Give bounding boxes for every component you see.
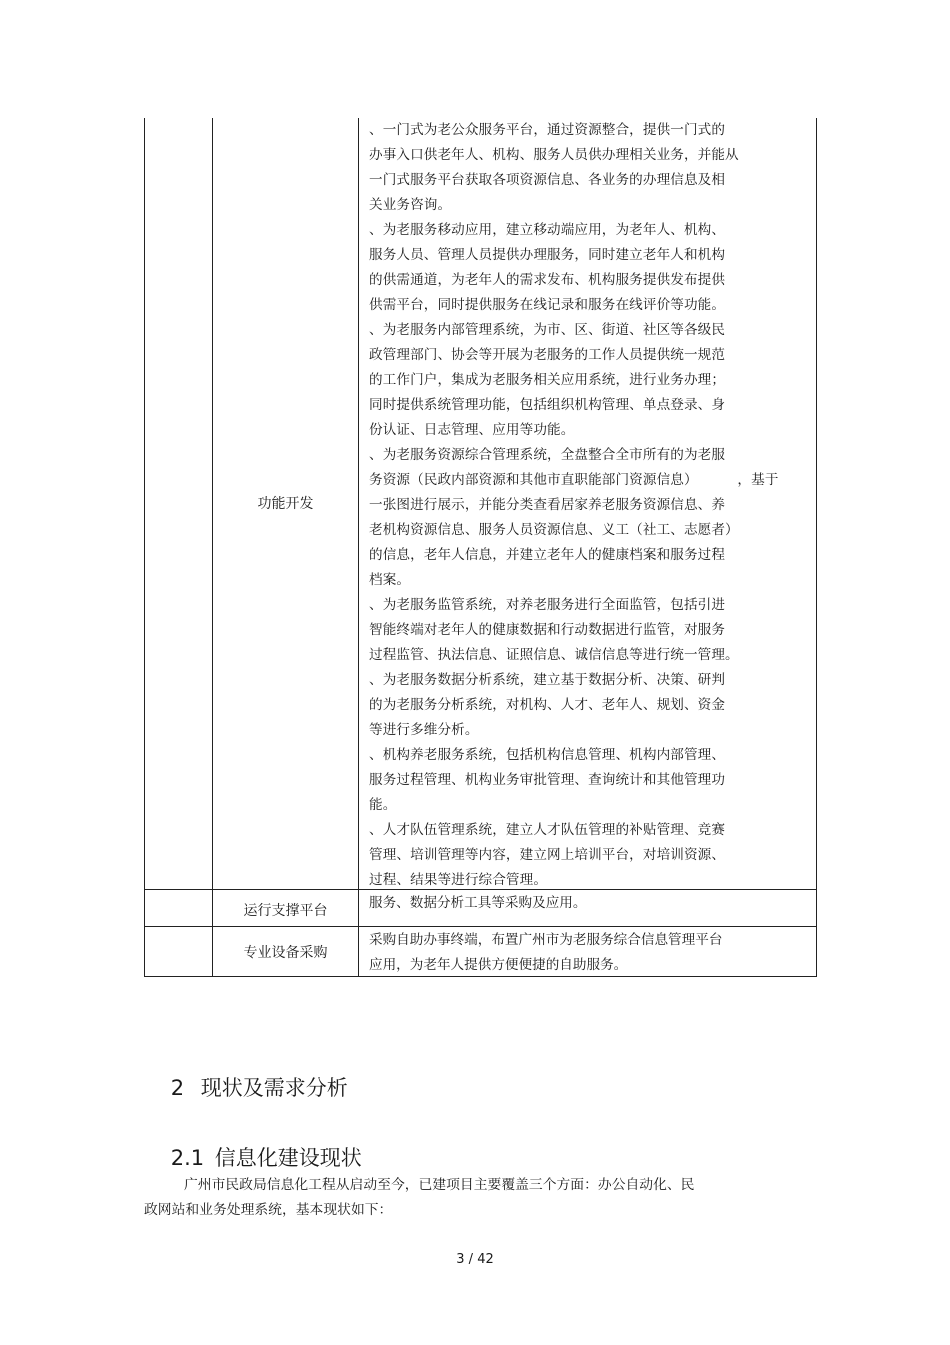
paragraph-line: 政网站和业务处理系统，基本现状如下： [144,1202,393,1218]
content-line: 管理、培训管理等内容，建立网上培训平台，对培训资源、 [369,847,726,863]
section-title: 现状及需求分析 [200,1076,348,1100]
content-line: 政管理部门、协会等开展为老服务的工作人员提供统一规范 [369,347,726,363]
table-row-divider-2 [144,926,817,927]
content-line: 档案。 [369,572,411,588]
body-paragraph [144,1173,784,1223]
table-border-right [816,118,817,977]
page-current: 3 [456,1252,465,1267]
content-line: 、为老服务移动应用，建立移动端应用，为老年人、机构、 [369,222,726,238]
section-number: 2 [170,1076,185,1100]
table-divider-2 [358,118,359,977]
content-line: 、为老服务监管系统，对养老服务进行全面监管，包括引进 [369,597,726,613]
content-line: 、为老服务内部管理系统，为市、区、街道、社区等各级民 [369,322,726,338]
content-line: 的供需通道，为老年人的需求发布、机构服务提供发布提供 [369,272,726,288]
table-row-label-equipment: 专业设备采购 [243,945,328,961]
content-line: 老机构资源信息、服务人员资源信息、义工（社工、志愿者） [369,522,739,538]
content-line: 过程、结果等进行综合管理。 [369,872,548,888]
content-line: 的信息，老年人信息，并建立老年人的健康档案和服务过程 [369,547,726,563]
page-separator: / [464,1252,478,1267]
content-line: 、为老服务资源综合管理系统，全盘整合全市所有的为老服 [369,447,726,463]
content-line: 智能终端对老年人的健康数据和行动数据进行监管，对服务 [369,622,726,638]
content-line: 务资源（民政内部资源和其他市直职能部门资源信息） ，基于 [369,472,779,488]
content-line: 办事入口供老年人、机构、服务人员供办理相关业务，并能从 [369,147,739,163]
content-line: 、机构养老服务系统，包括机构信息管理、机构内部管理、 [369,747,726,763]
content-line: 、人才队伍管理系统，建立人才队伍管理的补贴管理、竞赛 [369,822,726,838]
content-line: 、一门式为老公众服务平台，通过资源整合，提供一门式的 [369,122,726,138]
table-border-left [144,118,145,977]
table-row-content-function-dev [369,118,809,893]
table-row-content-equipment-line: 采购自助办事终端，布置广州市为老服务综合信息管理平台 [369,932,723,948]
content-line: 一张图进行展示，并能分类查看居家养老服务资源信息、养 [369,497,726,513]
table-row-label-support-platform: 运行支撑平台 [243,903,328,919]
table-row-content-support-platform: 服务、数据分析工具等采购及应用。 [369,895,587,911]
content-line: 等进行多维分析。 [369,722,479,738]
content-line: 的为老服务分析系统，对机构、人才、老年人、规划、资金 [369,697,726,713]
content-line: 能。 [369,797,397,813]
content-line: 的工作门户，集成为老服务相关应用系统，进行业务办理； [369,372,726,388]
paragraph-line: 广州市民政局信息化工程从启动至今，已建项目主要覆盖三个方面：办公自动化、民 [184,1177,695,1193]
table-row-content-equipment-line: 应用，为老年人提供方便便捷的自助服务。 [369,957,628,973]
table-row-label-function-dev: 功能开发 [257,496,314,512]
content-line: 关业务咨询。 [369,197,452,213]
content-line: 同时提供系统管理功能，包括组织机构管理、单点登录、身 [369,397,726,413]
content-line: 、为老服务数据分析系统，建立基于数据分析、决策、研判 [369,672,726,688]
content-line: 份认证、日志管理、应用等功能。 [369,422,575,438]
content-line: 一门式服务平台获取各项资源信息、各业务的办理信息及相 [369,172,726,188]
subsection-title: 信息化建设现状 [214,1146,362,1170]
page-number [0,1250,950,1270]
subsection-number: 2.1 [170,1146,205,1170]
content-line: 服务人员、管理人员提供办理服务，同时建立老年人和机构 [369,247,726,263]
content-line: 过程监管、执法信息、证照信息、诚信信息等进行统一管理。 [369,647,739,663]
content-line: 供需平台，同时提供服务在线记录和服务在线评价等功能。 [369,297,726,313]
page-total: 42 [477,1252,494,1267]
content-line: 服务过程管理、机构业务审批管理、查询统计和其他管理功 [369,772,726,788]
table-divider-1 [212,118,213,977]
